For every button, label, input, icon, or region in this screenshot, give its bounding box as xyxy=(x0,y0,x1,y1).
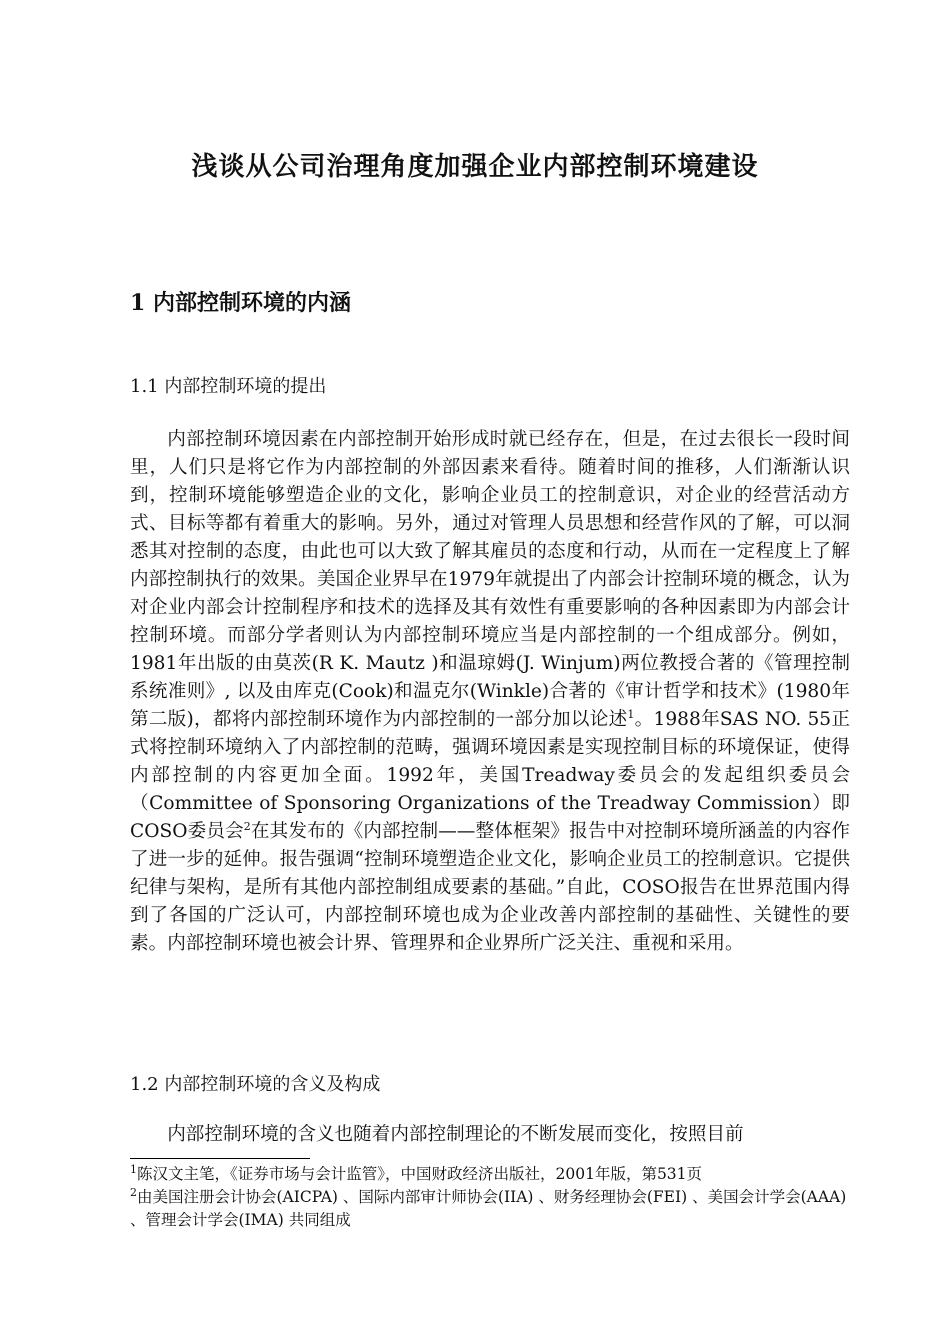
footnote-ref-2: 2 xyxy=(243,819,251,833)
footnote-mark: 2 xyxy=(130,1185,137,1199)
paragraph-text-part1: 内部控制环境因素在内部控制开始形成时就已经存在，但是，在过去很长一段时间里，人们只是将它作为内部控制的外部因素来看待。随着时间的推移，人们渐渐认识到，控制环境能够塑造企业的文化，影响企业员工的控制意识，对企业的经营活动方式、目标等都有着重大的影响。另外，通过对管理人员思想和经营作风的了解，可以洞悉其对控制的态度，由此也可以大致了解其雇员的态度和行动，从而在一定程度上了解内部控制执行的效果。美国企业界早在1979年就提出了内部会计控制环境的概念，认为对企业内部会计控制程序和技术的选择及其有效性有重要影响的各种因素即为内部会计控制环境。而部分学者则认为内部控制环境应当是内部控制的一个组成部分。例如，1981年出版的由莫茨(R K. Mautz )和温琼姆(J. Winjum)两位教授合著的《管理控制系统准则》, 以及由库克(Cook)和温克尔(Winkle)合著的《审计哲学和技术》(1980年第二版)，都将内部控制环境作为内部控制的一部分加以论述 xyxy=(130,429,850,730)
subsection-1-1-heading: 1.1 内部控制环境的提出 xyxy=(130,376,327,397)
paragraph-1-1 xyxy=(130,426,850,958)
paragraph-text-part3: 在其发布的《内部控制——整体框架》报告中对控制环境所涵盖的内容作了进一步的延伸。报告强调“控制环境塑造企业文化，影响企业员工的控制意识。它提供纪律与架构，是所有其他内部控制组成要素的基础。”自此，COSO报告在世界范围内得到了各国的广泛认可，内部控制环境也成为企业改善内部控制的基础性、关键性的要素。内部控制环境也被会计界、管理界和企业界所广泛关注、重视和采用。 xyxy=(130,821,850,954)
footnote-text: 由美国注册会计协会(AICPA) 、国际内部审计师协会(IIA) 、财务经理协会(FEI) 、美国会计学会(AAA) 、管理会计学会(IMA) 共同组成 xyxy=(130,1188,847,1229)
footnote-divider xyxy=(130,1158,310,1159)
paragraph-1-2: 内部控制环境的含义也随着内部控制理论的不断发展而变化，按照目前 xyxy=(167,1124,744,1145)
footnote-mark: 1 xyxy=(130,1162,137,1176)
footnotes xyxy=(130,1163,850,1232)
footnote-text: 陈汉文主笔，《证券市场与会计监管》，中国财政经济出版社，2001年版，第531页 xyxy=(137,1165,703,1183)
paragraph-text-part2: 。1988年SAS NO. 55正式将控制环境纳入了内部控制的范畴，强调环境因素是实现控制目标的环境保证，使得内部控制的内容更加全面。1992年，美国Treadway委员会的发起组织委员会（Committee of Sponsoring Organizations of the Treadway Commission）即COSO委员会 xyxy=(130,709,850,842)
subsection-1-2-heading: 1.2 内部控制环境的含义及构成 xyxy=(130,1074,381,1095)
footnote-2 xyxy=(130,1186,850,1232)
footnote-1 xyxy=(130,1163,850,1186)
section-1-heading: 1 内部控制环境的内涵 xyxy=(130,290,351,316)
footnote-ref-1: 1 xyxy=(627,707,635,721)
document-title: 浅谈从公司治理角度加强企业内部控制环境建设 xyxy=(191,152,759,182)
